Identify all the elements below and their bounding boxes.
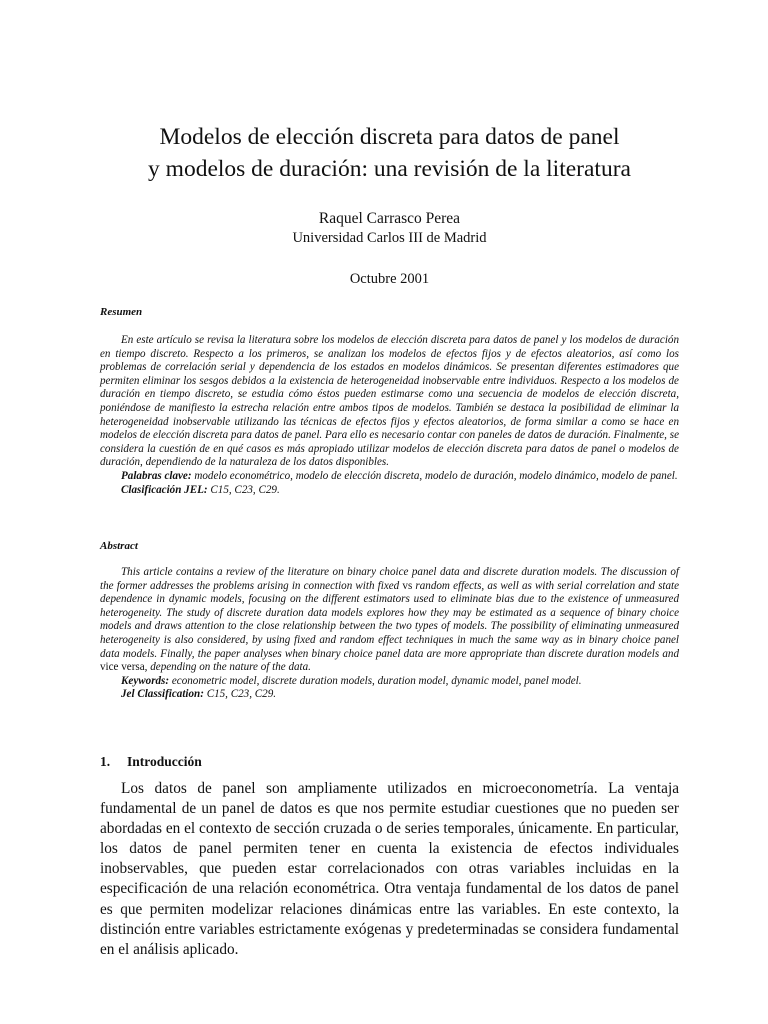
abstract-jel-label: Jel Classification: — [121, 688, 204, 701]
abstract-vs: vs — [402, 579, 413, 592]
abstract-keywords-label: Keywords: — [121, 674, 170, 687]
publication-date: Octubre 2001 — [349, 271, 430, 287]
abstract-text — [100, 566, 679, 675]
abstract-jel — [100, 688, 679, 702]
paper-page — [100, 0, 680, 958]
abstract-keywords-value: econometric model, discrete duration models, duration model, dynamic model, panel model. — [171, 674, 582, 687]
resumen-keywords — [100, 470, 679, 484]
resumen-section — [100, 334, 679, 497]
abstract-text-part-1: This article contains a review of the literature on binary choice panel data and discrete duration models. The discussion of the former addresses the problems arising in connection with fixed — [100, 566, 679, 592]
abstract-vice-versa: vice versa — [100, 661, 145, 674]
abstract-text-part-3: , depending on the nature of the data. — [144, 661, 311, 674]
section-1-body — [100, 779, 679, 960]
author-name: Raquel Carrasco Perea — [318, 210, 461, 227]
section-1-title: Introducción — [127, 754, 202, 769]
abstract-heading: Abstract — [100, 540, 138, 552]
resumen-heading: Resumen — [100, 306, 143, 318]
resumen-jel — [100, 484, 679, 498]
section-1-number: 1. — [100, 754, 111, 769]
section-1-paragraph: Los datos de panel son ampliamente utilizados en microeconometría. La ventaja fundamental de un panel de datos es que nos permite estudiar cuestiones que no pueden ser abordadas en el contexto de sección cruzada o de series temporales, únicamente. En particular, los datos de panel permiten tener en cuenta la existencia de efectos individuales inobservables, que pueden estar correlacionados con otras variables incluidas en la especificación de una relación econométrica. Otra ventaja fundamental de los datos de panel es que permiten modelizar relaciones dinámicas entre las variables. En este contexto, la distinción entre variables estrictamente exógenas y predeterminadas se considera fundamental en el análisis aplicado. — [100, 780, 679, 958]
paper-title — [100, 121, 679, 185]
title-line-1: Modelos de elección discreta para datos de panel — [159, 124, 620, 150]
resumen-keywords-label: Palabras clave: — [121, 469, 192, 482]
abstract-section — [100, 566, 679, 702]
abstract-jel-value: C15, C23, C29. — [206, 688, 277, 701]
resumen-keywords-value: modelo econométrico, modelo de elección discreta, modelo de duración, modelo dinámico, modelo de panel. — [194, 469, 678, 482]
abstract-text-part-2: random effects, as well as with serial correlation and state dependence in dynamic models, focusing on the different estimators used to eliminate bias due to the existence of unmeasured heterogeneity. The study of discrete duration data models explores how they may be estimated as a sequence of binary choice models and draws attention to the close relationship between the two types of models. The possibility of eliminating unmeasured heterogeneity is also considered, by using fixed and random effect techniques in much the same way as in binary choice panel data models. Finally, the paper analyses when binary choice panel data are more appropriate than discrete duration models and — [100, 579, 680, 660]
resumen-jel-label: Clasificación JEL: — [121, 483, 208, 496]
section-1-heading — [100, 754, 202, 770]
resumen-jel-value: C15, C23, C29. — [210, 483, 280, 496]
author-affiliation: Universidad Carlos III de Madrid — [292, 230, 487, 246]
resumen-text: En este artículo se revisa la literatura sobre los modelos de elección discreta para datos de panel y los modelos de duración en tiempo discreto. Respecto a los primeros, se analizan los modelos de efectos fijos y de efectos aleatorios, así como los problemas de correlación serial y dependencia de los estados en modelos dinámicos. Se presentan diferentes estimadores que permiten eliminar los sesgos debidos a la existencia de heterogeneidad inobservable entre individuos. Respecto a los modelos de duración en tiempo discreto, se estudia cómo éstos pueden estimarse como una secuencia de modelos de elección discreta, poniéndose de manifiesto la estrecha relación entre ambos tipos de modelos. También se destaca la posibilidad de eliminar la heterogeneidad inobservable utilizando las técnicas de efectos fijos y efectos aleatorios, de forma similar a como se hace en modelos de elección discreta para datos de panel. Para ello es necesario contar con paneles de datos de duración. Finalmente, se considera la cuestión de en qué casos es más apropiado utilizar modelos de elección discreta para datos de panel o modelos de duración, dependiendo de la naturaleza de los datos disponibles. — [100, 334, 679, 469]
title-line-2: y modelos de duración: una revisión de la literatura — [148, 156, 631, 182]
abstract-keywords — [100, 675, 679, 689]
